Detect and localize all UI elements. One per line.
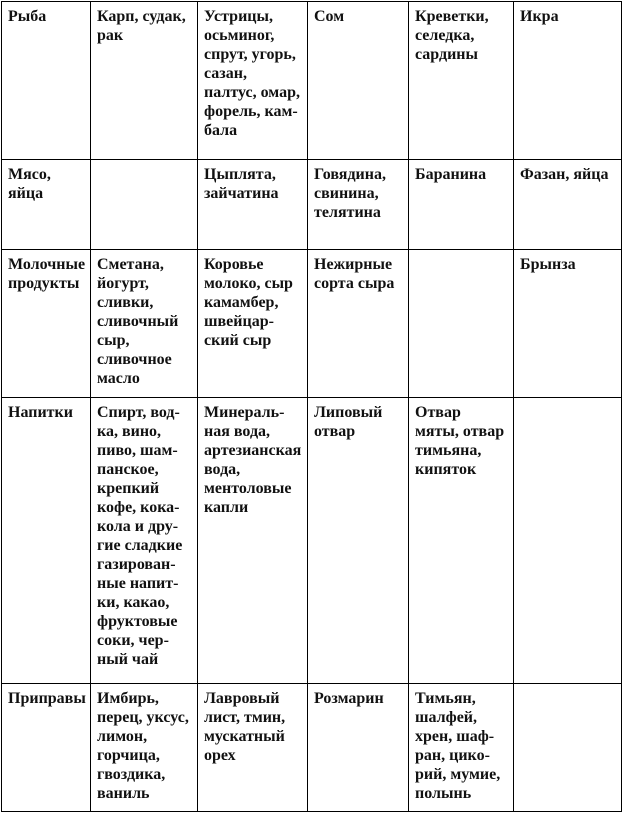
table-cell: Коровье молоко, сыр камамбер, швейцарский сыр (198, 250, 308, 398)
table-row (2, 684, 622, 812)
table-cell: Креветки, селедка, сардины (409, 2, 514, 160)
table-cell (91, 160, 198, 250)
table-cell: Брынза (514, 250, 622, 398)
table-cell: Имбирь, перец, уксус, лимон, горчица, гвоздика, ваниль (91, 684, 198, 812)
table-cell (514, 684, 622, 812)
table-row (2, 2, 622, 160)
table-cell: Икра (514, 2, 622, 160)
table-cell: Липовый отвар (308, 398, 409, 684)
table-cell: Нежирные сорта сыра (308, 250, 409, 398)
table-cell (409, 250, 514, 398)
table-cell: Цыплята, зайчатина (198, 160, 308, 250)
table-cell: Тимьян, шалфей, хрен, шафран, цикорий, мумие, полынь (409, 684, 514, 812)
table-row (2, 250, 622, 398)
table-cell: Сметана, йогурт, сливки, сливочный сыр, сливочное масло (91, 250, 198, 398)
table-cell: Отвар мяты, отвар тимьяна, кипяток (409, 398, 514, 684)
table-cell: Минеральная вода, артезианская вода, ментоловые капли (198, 398, 308, 684)
table-cell: Розмарин (308, 684, 409, 812)
table-row (2, 398, 622, 684)
table-cell (514, 398, 622, 684)
table-cell: Устрицы, осьминог, спрут, угорь, сазан, палтус, омар, форель, камбала (198, 2, 308, 160)
row-header: Рыба (2, 2, 91, 160)
table-cell: Карп, судак, рак (91, 2, 198, 160)
table-cell: Сом (308, 2, 409, 160)
row-header: Напитки (2, 398, 91, 684)
table-row (2, 160, 622, 250)
table-cell: Лавровый лист, тмин, мускатный орех (198, 684, 308, 812)
food-category-table (1, 1, 622, 812)
table-cell: Фазан, яйца (514, 160, 622, 250)
table-cell: Говядина, свинина, телятина (308, 160, 409, 250)
row-header: Приправы (2, 684, 91, 812)
table-cell: Баранина (409, 160, 514, 250)
row-header: Мясо, яйца (2, 160, 91, 250)
table-cell: Спирт, водка, вино, пиво, шампанское, крепкий кофе, кока-кола и другие сладкие газированные напитки, какао, фруктовые соки, черный чай (91, 398, 198, 684)
row-header: Молочные продукты (2, 250, 91, 398)
